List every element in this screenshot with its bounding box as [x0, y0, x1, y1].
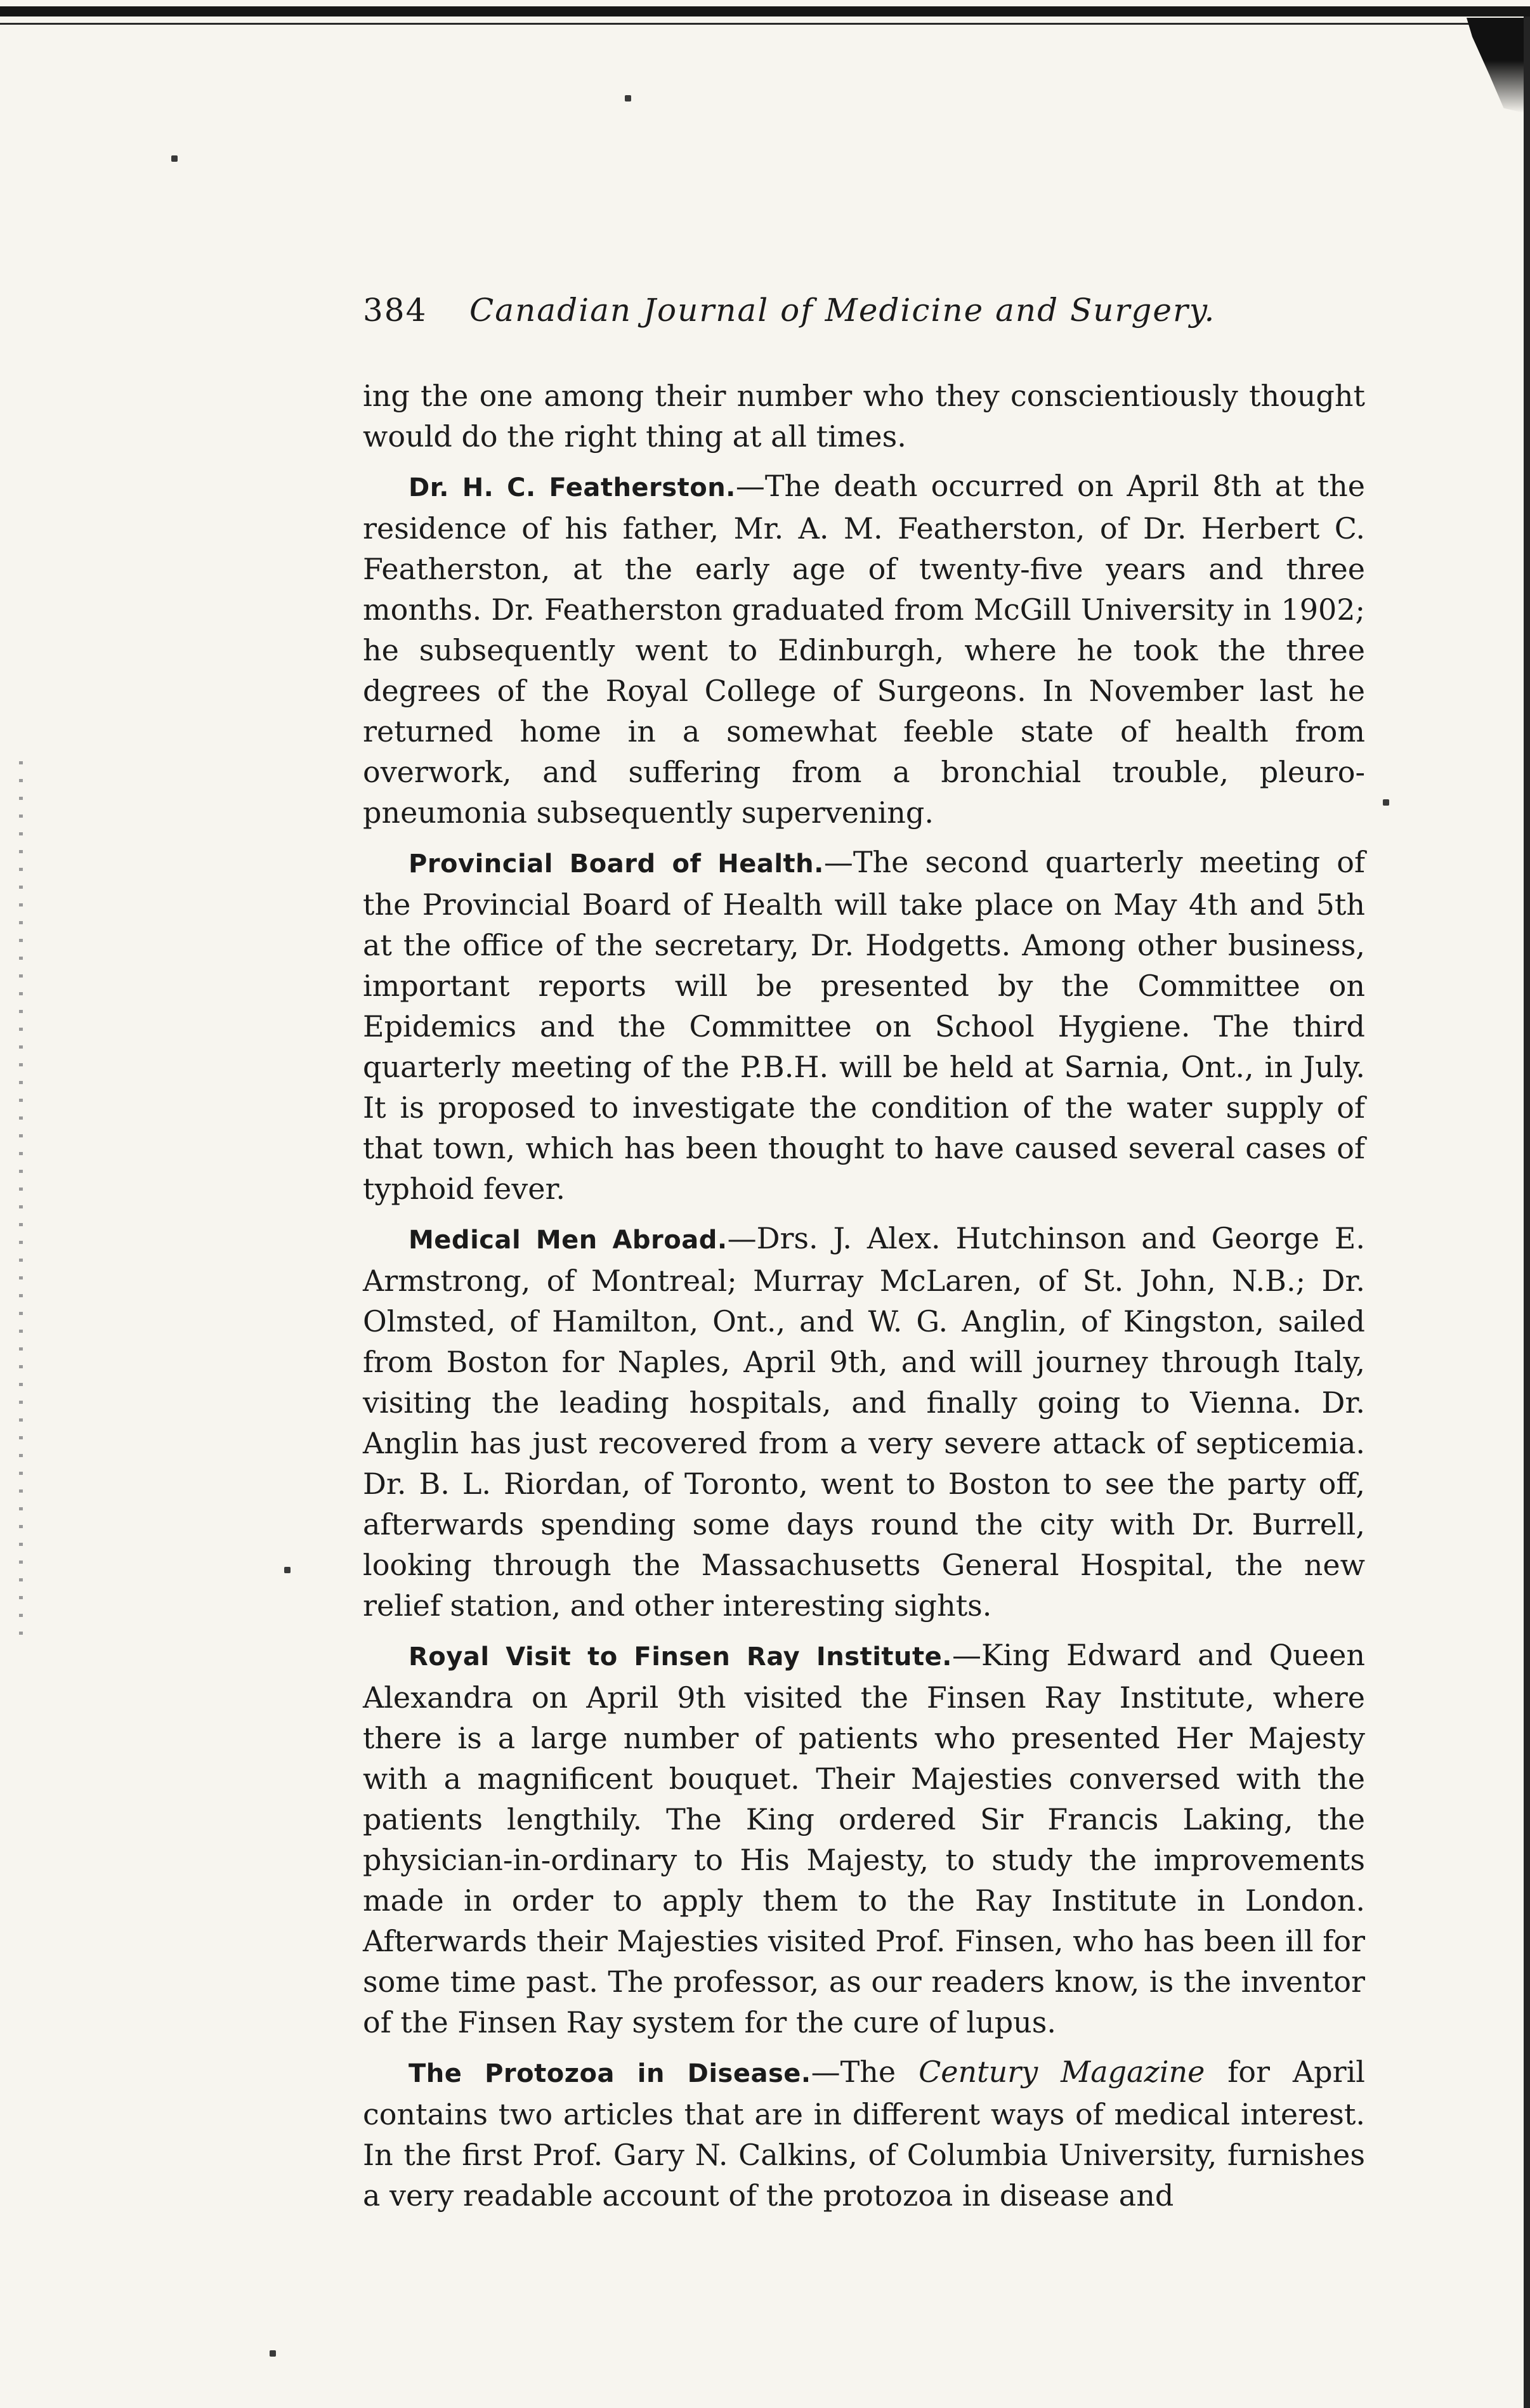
journal-title: Canadian Journal of Medicine and Surgery.	[469, 292, 1216, 329]
continuation-text: ing the one among their number who they conscientiously thought would do the right thing at all times.	[363, 379, 1365, 454]
scan-corner-mark	[1467, 18, 1524, 113]
scan-speck	[1383, 799, 1389, 806]
page-right-edge	[1524, 16, 1530, 2408]
article-royal-visit	[363, 1635, 1365, 2043]
article-heading: Medical Men Abroad.	[409, 1226, 728, 1255]
top-border-rule	[0, 6, 1530, 16]
running-head	[363, 292, 1365, 336]
scan-speck	[270, 2350, 276, 2357]
article-heading: Provincial Board of Health.	[409, 849, 824, 879]
article-body-start: —The	[811, 2055, 919, 2089]
article-body: —The second quarterly meeting of the Provincial Board of Health will take place on May 4th and 5th at the office of the secretary, Dr. Hodgetts. Among other business, important reports will be presented by the Committee on Epidemics and the Committee on School Hygiene. The third quarterly meeting of the P.B.H. will be held at Sarnia, Ont., in July. It is proposed to investigate the condition of the water supply of that town, which has been thought to have caused several cases of typhoid fever.	[363, 845, 1365, 1206]
article-heading: The Protozoa in Disease.	[409, 2059, 811, 2088]
top-border-thin-rule	[0, 23, 1530, 25]
page-number: 384	[363, 292, 428, 329]
article-featherston	[363, 466, 1365, 833]
article-body: —The death occurred on April 8th at the residence of his father, Mr. A. M. Featherston, of Dr. Herbert C. Featherston, at the early age of twenty-five years and three months. Dr. Featherston graduated from McGill University in 1902; he subsequently went to Edinburgh, where he took the three degrees of the Royal College of Surgeons. In November last he returned home in a somewhat feeble state of health from overwork, and suffering from a bronchial trouble, pleuro-pneumonia subsequently supervening.	[363, 469, 1366, 830]
binding-hole-marks	[19, 761, 23, 1649]
magazine-title: Century Magazine	[919, 2055, 1205, 2089]
article-heading: Dr. H. C. Featherston.	[409, 473, 736, 502]
article-heading: Royal Visit to Finsen Ray Institute.	[409, 1642, 952, 1672]
article-medical-men-abroad	[363, 1218, 1365, 1626]
article-body: —King Edward and Queen Alexandra on April 9th visited the Finsen Ray Institute, where there is a large number of patients who presented Her Majesty with a magnificent bouquet. Their Majesties conversed with the patients lengthily. The King ordered Sir Francis Laking, the physician-in-ordinary to His Majesty, to study the improvements made in order to apply them to the Ray Institute in London. Afterwards their Majesties visited Prof. Finsen, who has been ill for some time past. The professor, as our readers know, is the inventor of the Finsen Ray system for the cure of lupus.	[363, 1638, 1366, 2039]
article-provincial-board	[363, 842, 1365, 1209]
scan-speck	[171, 155, 178, 162]
continuation-paragraph	[363, 376, 1365, 457]
page-content	[363, 292, 1365, 2225]
scan-speck	[284, 1567, 291, 1573]
article-body: —Drs. J. Alex. Hutchinson and George E. Armstrong, of Montreal; Murray McLaren, of St. John, N.B.; Dr. Olmsted, of Hamilton, Ont., and W. G. Anglin, of Kingston, sailed from Boston for Naples, April 9th, and will journey through Italy, visiting the leading hospitals, and finally going to Vienna. Dr. Anglin has just recovered from a very severe attack of septicemia. Dr. B. L. Riordan, of Toronto, went to Boston to see the party off, afterwards spending some days round the city with Dr. Burrell, looking through the Massachusetts General Hospital, the new relief station, and other interesting sights.	[363, 1221, 1365, 1623]
scan-speck	[625, 95, 631, 101]
article-body-end: for April contains two articles that are in different ways of medical interest. In the first Prof. Gary N. Calkins, of Columbia University, furnishes a very readable account of the protozoa in disease and	[363, 2055, 1365, 2213]
article-protozoa	[363, 2051, 1365, 2216]
